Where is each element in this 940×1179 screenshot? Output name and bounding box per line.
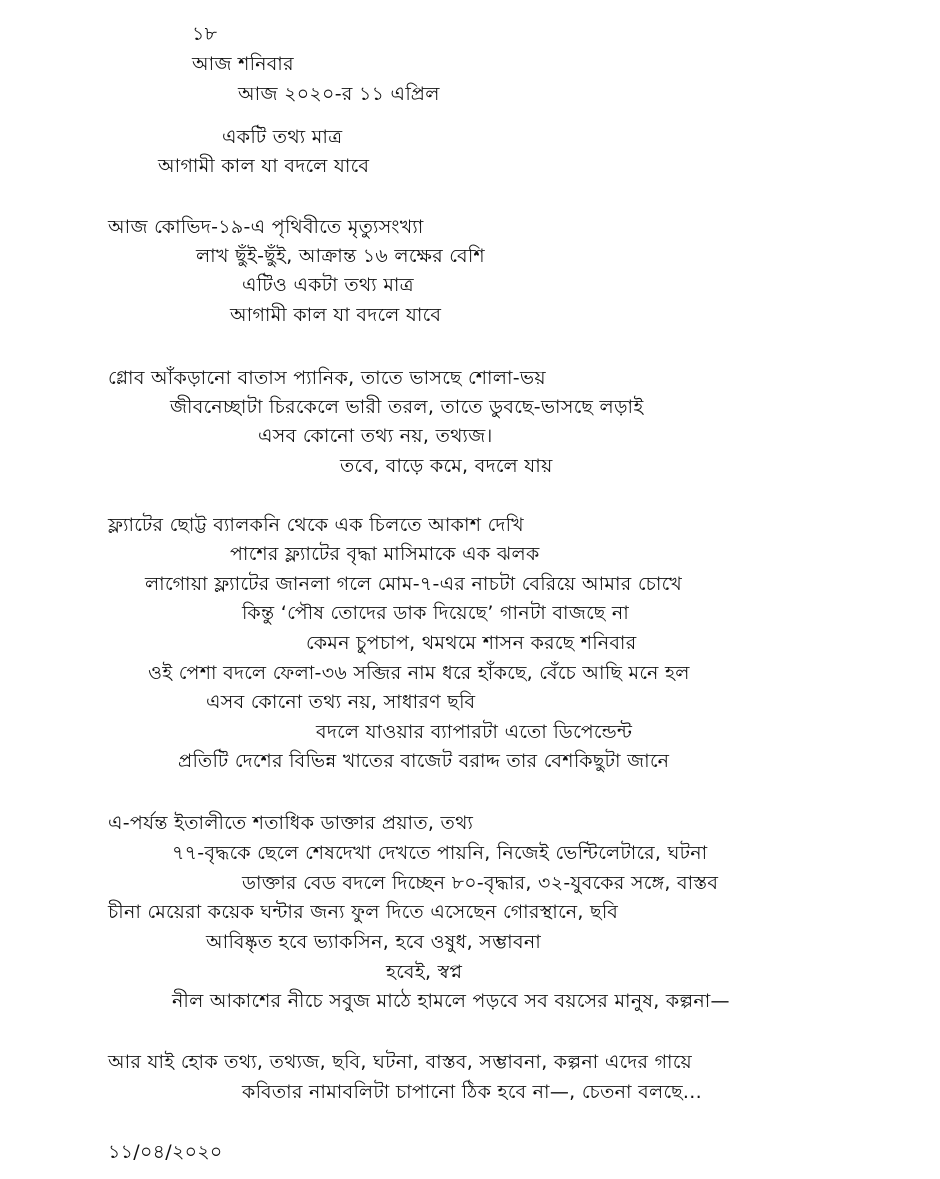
stanza5-line-5: আবিষ্কৃত হবে ভ্যাকসিন, হবে ওষুধ, সম্ভাবনা: [206, 931, 542, 953]
stanza4-line-5: কেমন চুপচাপ, থমথমে শাসন করছে শনিবার: [306, 632, 637, 654]
stanza5-line-7: নীল আকাশের নীচে সবুজ মাঠে হামলে পড়বে সব বয়সের মানুষ, কল্পনা—: [172, 990, 730, 1012]
stanza6-line-1: আর যাই হোক তথ্য, তথ্যজ, ছবি, ঘটনা, বাস্তব, সম্ভাবনা, কল্পনা এদের গায়ে: [108, 1051, 692, 1073]
stanza1-line-2: আগামী কাল যা বদলে যাবে: [158, 155, 370, 177]
stanza4-line-1: ফ্ল্যাটের ছোট্ট ব্যালকনি থেকে এক চিলতে আকাশ দেখি: [108, 514, 524, 536]
stanza3-line-2: জীবনেচ্ছাটা চিরকেলে ভারী তরল, তাতে ডুবছে-ভাসছে লড়াই: [170, 396, 644, 418]
stanza6-line-2: কবিতার নামাবলিটা চাপানো ঠিক হবে না—, চেতনা বলছে...: [242, 1081, 702, 1103]
stanza4-line-4: কিন্তু ‘পৌষ তোদের ডাক দিয়েছে’ গানটা বাজছে না: [242, 602, 630, 624]
stanza3-line-4: তবে, বাড়ে কমে, বদলে যায়: [340, 455, 553, 477]
stanza2-line-1: আজ কোভিদ-১৯-এ পৃথিবীতে মৃত্যুসংখ্যা: [108, 216, 424, 238]
stanza4-line-6: ওই পেশা বদলে ফেলা-৩৬ সব্জির নাম ধরে হাঁকছে, বেঁচে আছি মনে হল: [148, 662, 690, 684]
stanza3-line-3: এসব কোনো তথ্য নয়, তথ্যজ।: [258, 425, 493, 447]
stanza1-line-1: একটি তথ্য মাত্র: [222, 126, 343, 148]
stanza4-line-2: পাশের ফ্ল্যাটের বৃদ্ধা মাসিমাকে এক ঝলক: [230, 543, 540, 565]
stanza5-line-1: এ-পর্যন্ত ইতালীতে শতাধিক ডাক্তার প্রয়াত, তথ্য: [108, 812, 474, 834]
stanza2-line-4: আগামী কাল যা বদলে যাবে: [230, 304, 442, 326]
stanza5-line-6: হবেই, স্বপ্ন: [386, 961, 463, 983]
stanza4-line-8: বদলে যাওয়ার ব্যাপারটা এতো ডিপেন্ডেন্ট: [316, 721, 633, 743]
stanza2-line-3: এটিও একটা তথ্য মাত্র: [242, 274, 414, 296]
poem-date-line: আজ ২০২০-র ১১ এপ্রিল: [238, 83, 440, 105]
stanza5-line-3: ডাক্তার বেড বদলে দিচ্ছেন ৮০-বৃদ্ধার, ৩২-যুবকের সঙ্গে, বাস্তব: [242, 872, 719, 894]
stanza5-line-4: চীনা মেয়েরা কয়েক ঘন্টার জন্য ফুল দিতে এসেছেন গোরস্থানে, ছবি: [108, 901, 619, 923]
poem-day-line: আজ শনিবার: [192, 53, 294, 75]
stanza3-line-1: গ্লোব আঁকড়ানো বাতাস প্যানিক, তাতে ভাসছে শোলা-ভয়: [108, 367, 546, 389]
poem-date-footer: ১১/০৪/২০২০: [108, 1141, 223, 1163]
stanza4-line-9: প্রতিটি দেশের বিভিন্ন খাতের বাজেট বরাদ্দ তার বেশকিছুটা জানে: [178, 750, 670, 772]
stanza2-line-2: লাখ ছুঁই-ছুঁই, আক্রান্ত ১৬ লক্ষের বেশি: [196, 245, 485, 267]
stanza4-line-7: এসব কোনো তথ্য নয়, সাধারণ ছবি: [206, 691, 476, 713]
poem-number: ১৮: [192, 23, 218, 45]
stanza5-line-2: ৭৭-বৃদ্ধকে ছেলে শেষদেখা দেখতে পায়নি, নিজেই ভেন্টিলেটারে, ঘটনা: [172, 842, 708, 864]
stanza4-line-3: লাগোয়া ফ্ল্যাটের জানলা গলে মোম-৭-এর নাচটা বেরিয়ে আমার চোখে: [145, 573, 683, 595]
